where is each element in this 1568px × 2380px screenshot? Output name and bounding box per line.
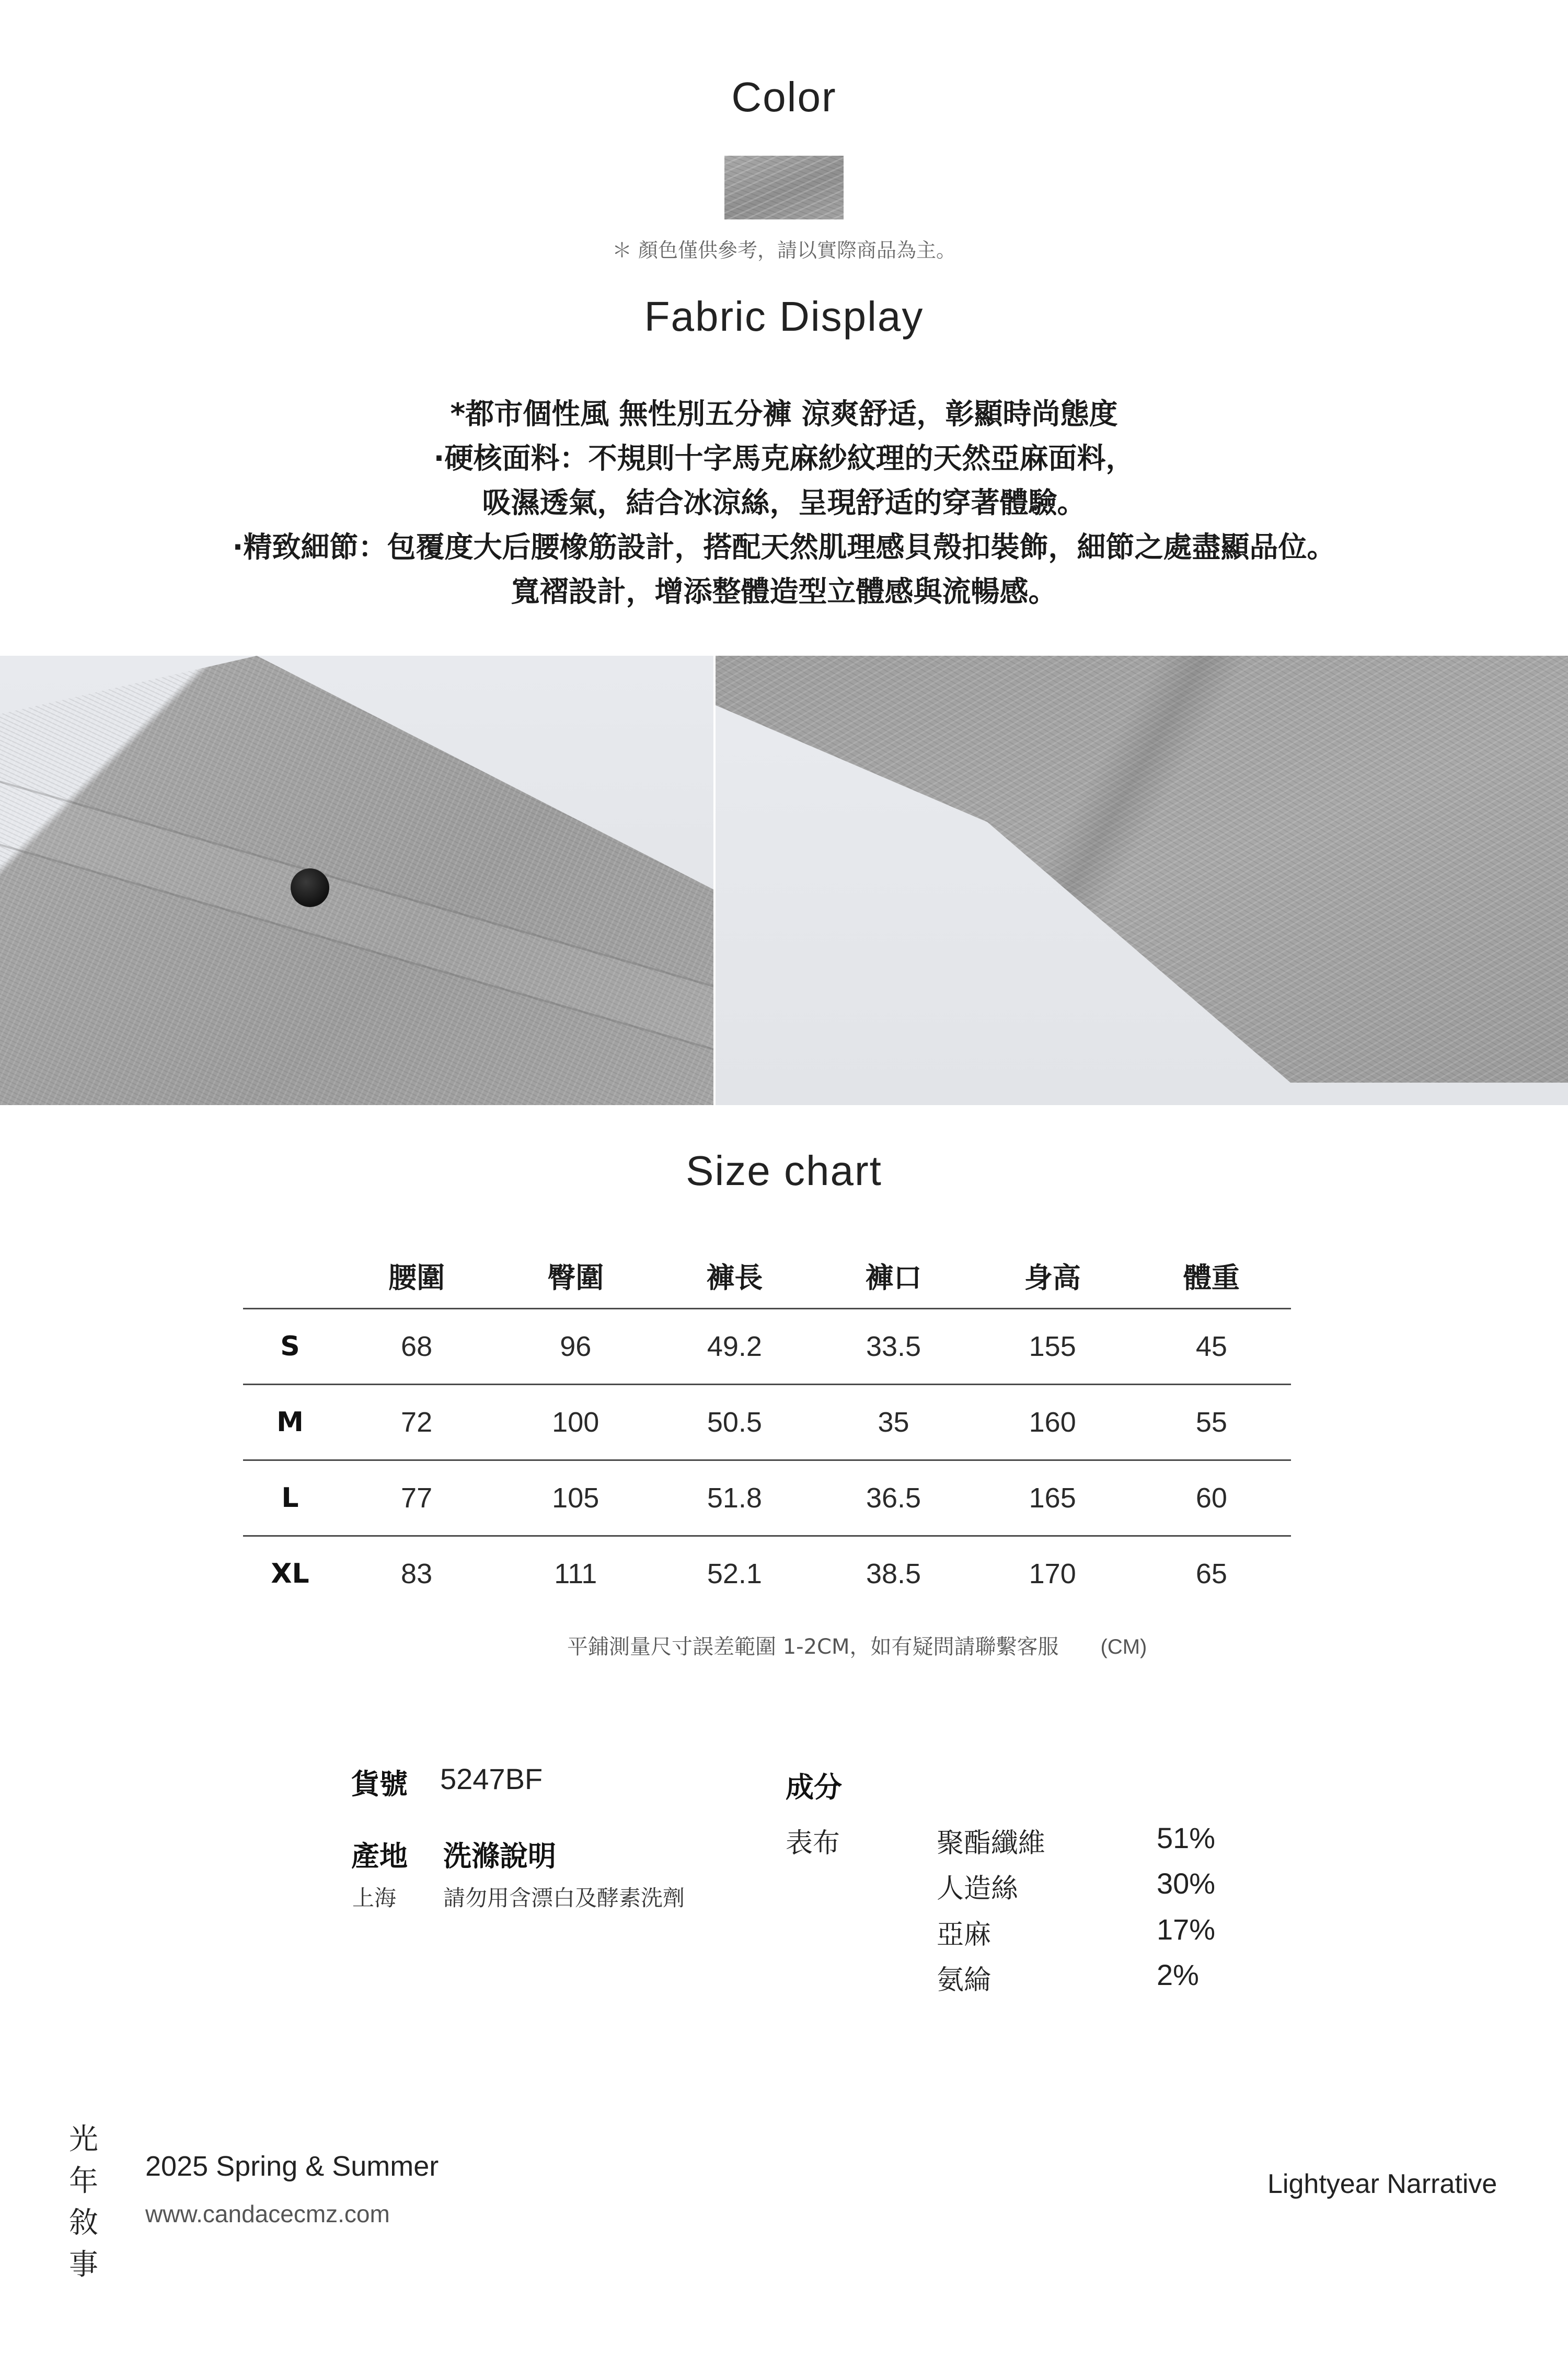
fabric-photo-hem (716, 656, 1568, 1105)
size-unit: (CM) (1100, 1635, 1147, 1658)
care-label: 洗滌說明 (443, 1840, 556, 1873)
table-cell: 65 (1132, 1536, 1291, 1611)
size-table-header-row (243, 1244, 1291, 1308)
table-cell: 60 (1132, 1460, 1291, 1536)
material-percent: 2% (1157, 1958, 1199, 1991)
table-cell: 111 (496, 1536, 655, 1611)
table-cell: 36.5 (814, 1460, 973, 1536)
table-cell: 100 (496, 1384, 655, 1460)
table-cell: 35 (814, 1384, 973, 1460)
header-leg-opening: 褲口 (865, 1261, 922, 1294)
table-cell: 51.8 (655, 1460, 814, 1536)
brand-char: 敘 (69, 2206, 98, 2240)
table-cell: 49.2 (655, 1308, 814, 1384)
table-cell: 72 (337, 1384, 496, 1460)
material-percent: 17% (1157, 1913, 1216, 1946)
website-link[interactable]: www.candacecmz.com (145, 2200, 390, 2227)
table-row (243, 1384, 1291, 1460)
brand-logo-vertical (65, 2119, 102, 2286)
header-height: 身高 (1024, 1261, 1081, 1294)
color-note: ＊ 顏色僅供參考，請以實際商品為主。 (612, 239, 956, 262)
table-cell: 160 (973, 1384, 1132, 1460)
table-cell: 96 (496, 1308, 655, 1384)
brand-char: 光 (69, 2122, 98, 2156)
brand-char: 事 (69, 2248, 98, 2282)
table-cell: 105 (496, 1460, 655, 1536)
table-cell: 165 (973, 1460, 1132, 1536)
material-percent: 30% (1157, 1867, 1216, 1900)
item-no-value: 5247BF (440, 1762, 543, 1795)
material-name: 聚酯纖維 (937, 1828, 1046, 1859)
photo-background (0, 656, 713, 1105)
material-name: 氨綸 (937, 1965, 991, 1996)
size-table-corner (243, 1244, 337, 1308)
fabric-desc-line-3: 吸濕透氣，結合冰涼絲，呈現舒适的穿著體驗。 (482, 486, 1086, 519)
composition-label: 成分 (786, 1771, 842, 1804)
material-percent: 51% (1157, 1821, 1216, 1854)
header-weight: 體重 (1183, 1261, 1240, 1294)
care-value: 請勿用含漂白及酵素洗劑 (443, 1885, 685, 1911)
table-cell: 38.5 (814, 1536, 973, 1611)
origin-value: 上海 (352, 1885, 397, 1911)
fabric-desc-line-4: ·精致細節：包覆度大后腰橡筋設計，搭配天然肌理感貝殼扣裝飾，細節之處盡顯品位。 (232, 530, 1336, 564)
size-chart-footnote (567, 1630, 1147, 1660)
fabric-photo-waistband (0, 656, 713, 1105)
brand-char: 年 (69, 2164, 98, 2198)
table-cell: 155 (973, 1308, 1132, 1384)
table-cell: 45 (1132, 1308, 1291, 1384)
table-cell: 170 (973, 1536, 1132, 1611)
color-swatch[interactable] (724, 156, 844, 219)
header-hip: 臀圍 (547, 1261, 604, 1294)
size-chart-title: Size chart (686, 1147, 882, 1194)
size-table (243, 1244, 1291, 1611)
material-name: 人造絲 (937, 1873, 1019, 1905)
fabric-part-label: 表布 (786, 1828, 840, 1859)
table-cell: 68 (337, 1308, 496, 1384)
color-title: Color (731, 74, 837, 120)
size-label: XL (243, 1536, 337, 1611)
shell-button-icon (291, 868, 329, 907)
item-no-label: 貨號 (351, 1768, 408, 1801)
fabric-desc-line-5: 寬褶設計，增添整體造型立體感與流暢感。 (511, 575, 1057, 608)
photo-fabric-fold (716, 656, 1568, 1105)
table-cell: 77 (337, 1460, 496, 1536)
table-cell: 50.5 (655, 1384, 814, 1460)
origin-label: 產地 (351, 1840, 408, 1873)
season-label: 2025 Spring & Summer (145, 2151, 439, 2182)
table-row (243, 1308, 1291, 1384)
table-cell: 55 (1132, 1384, 1291, 1460)
fabric-desc-line-1: *都市個性風 無性別五分褲 涼爽舒适，彰顯時尚態度 (450, 397, 1118, 431)
size-label: S (243, 1308, 337, 1384)
table-row (243, 1536, 1291, 1611)
size-label: L (243, 1460, 337, 1536)
size-note-text: 平鋪測量尺寸誤差範圍 1-2CM，如有疑問請聯繫客服 (567, 1635, 1059, 1659)
brand-english-name: Lightyear Narrative (1267, 2169, 1497, 2199)
header-waist: 腰圍 (388, 1261, 445, 1294)
header-length: 褲長 (706, 1261, 763, 1294)
material-name: 亞麻 (937, 1919, 991, 1951)
table-cell: 33.5 (814, 1308, 973, 1384)
fabric-title: Fabric Display (644, 293, 924, 340)
table-cell: 83 (337, 1536, 496, 1611)
table-row (243, 1460, 1291, 1536)
table-cell: 52.1 (655, 1536, 814, 1611)
size-label: M (243, 1384, 337, 1460)
fabric-desc-line-2: ·硬核面料：不規則十字馬克麻紗紋理的天然亞麻面料， (433, 442, 1135, 475)
